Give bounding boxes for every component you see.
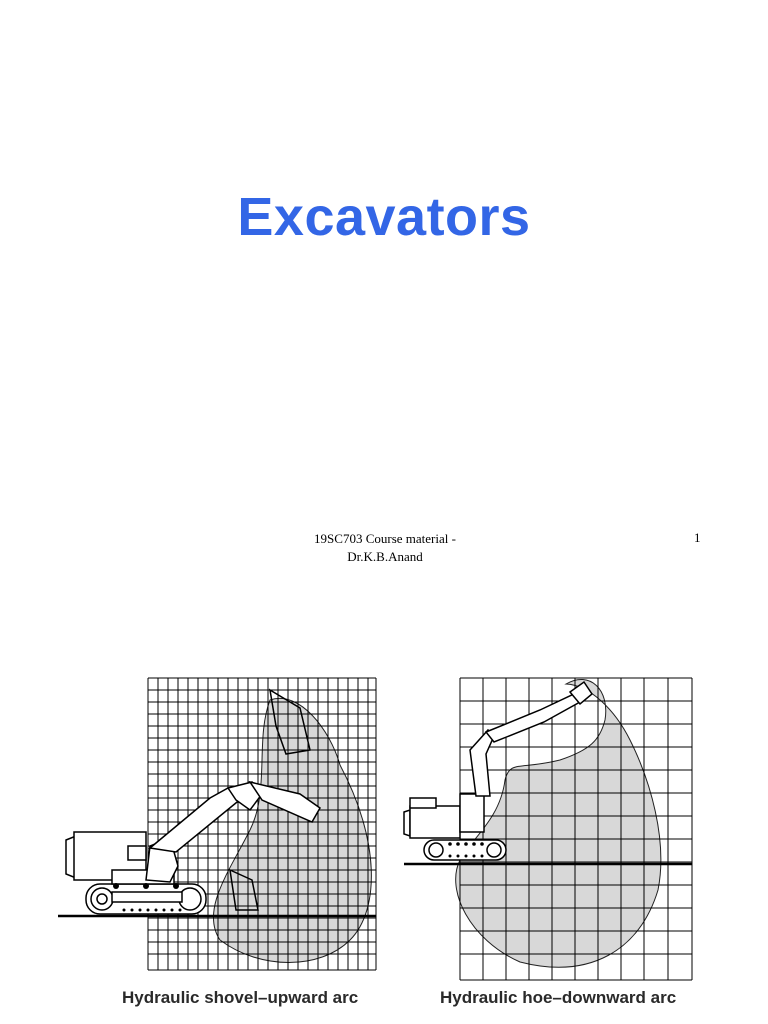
- hoe-reach-arc: [456, 679, 661, 967]
- excavator-arc-figure: [0, 670, 768, 1024]
- slide-title: Excavators: [237, 187, 531, 247]
- page-number: 1: [694, 530, 701, 545]
- shovel-caption: Hydraulic shovel–upward arc: [122, 988, 359, 1007]
- footer-author-line: Dr.K.B.Anand: [347, 549, 423, 564]
- footer-course-info: [290, 530, 480, 566]
- footer-course-line: 19SC703 Course material -: [314, 531, 456, 546]
- shovel-panel: [58, 678, 376, 970]
- hoe-panel: [404, 678, 692, 980]
- hoe-caption: Hydraulic hoe–downward arc: [440, 988, 677, 1007]
